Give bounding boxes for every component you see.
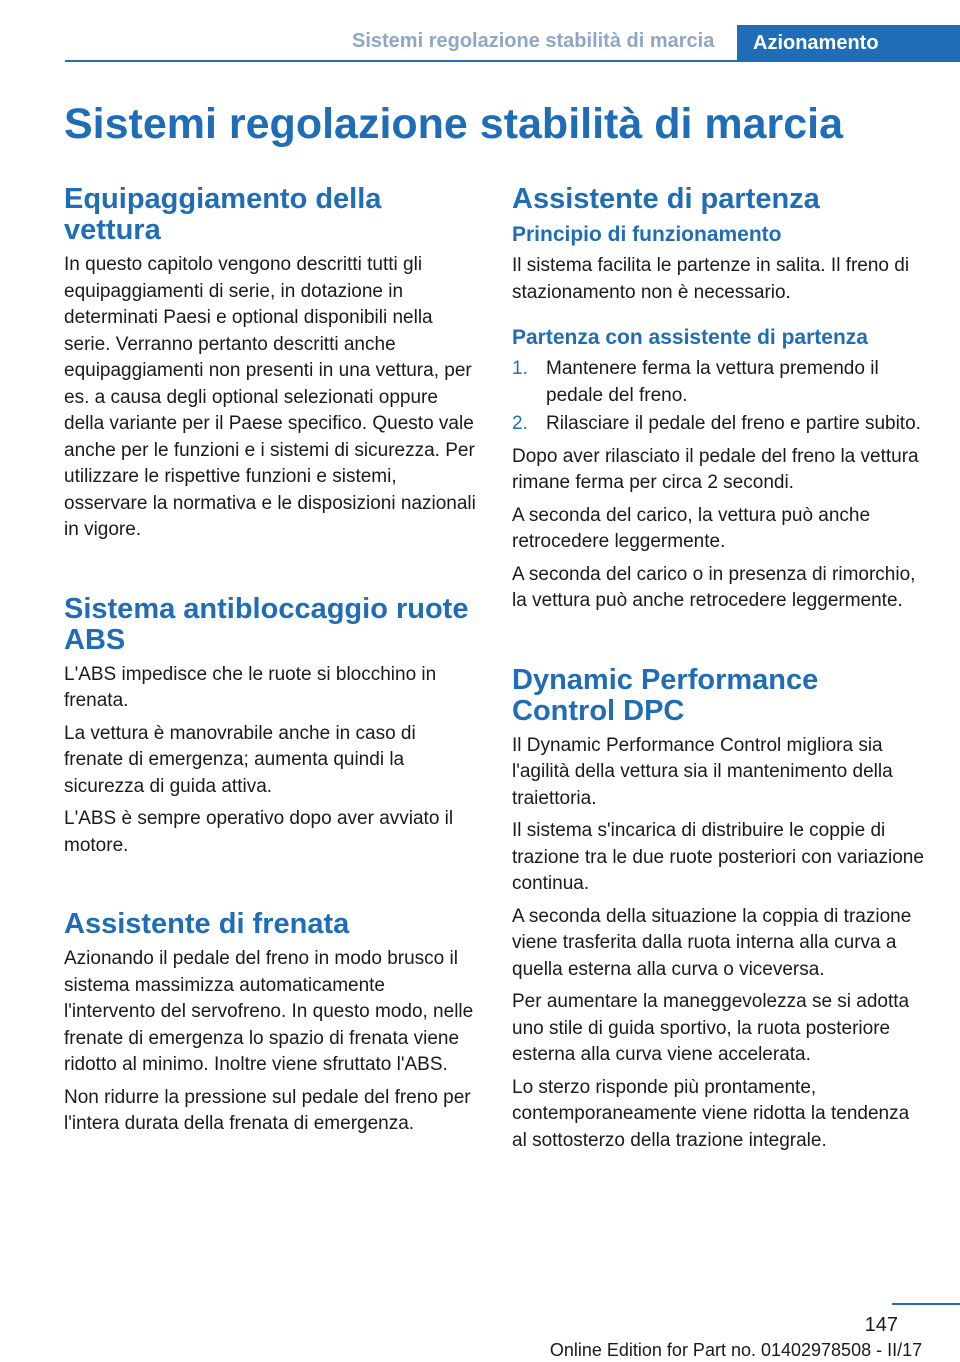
section-title-equipaggiamento: Equipaggiamento della vettura xyxy=(64,183,382,246)
step-number: 2. xyxy=(512,413,528,434)
list-item xyxy=(512,411,928,438)
right-column xyxy=(512,184,928,1160)
subsection-title-principio: Principio di funzionamento xyxy=(512,223,782,246)
step-number: 1. xyxy=(512,358,528,379)
paragraph: Il sistema facilita le partenze in salita. Il freno di stazionamento non è necessario. xyxy=(512,255,910,303)
paragraph: Il Dynamic Performance Control migliora sia l'agilità della vettura sia il mantenimento della traiettoria. xyxy=(512,734,893,809)
section-title-assistente-partenza: Assistente di partenza xyxy=(512,183,820,215)
paragraph: In questo capitolo vengono descritti tutti gli equipaggiamenti di serie, in dotazione in determinati Paesi e optional disponibili nella serie. Verranno pertanto descritti anche equipaggiamenti non presenti in una vettura, per es. a causa degli optional selezionati oppure della variante per il Paese specifico. Questo vale anche per le funzioni e i sistemi di sicurezza. Per utilizzare le rispettive funzioni e sistemi, osservare la normativa e le disposizioni nazionali in vigore. xyxy=(64,254,476,540)
header-rule xyxy=(65,60,960,62)
step-text: Rilasciare il pedale del freno e partire subito. xyxy=(546,413,921,434)
page-number: 147 xyxy=(864,1314,898,1336)
paragraph: Il sistema s'incarica di distribuire le coppie di trazione tra le due ruote posteriori con variazione continua. xyxy=(512,820,924,894)
paragraph: Dopo aver rilasciato il pedale del freno la vettura rimane ferma per circa 2 secondi. xyxy=(512,445,919,493)
footer-edition: Online Edition for Part no. 01402978508 - II/17 xyxy=(549,1340,923,1360)
footer-rule xyxy=(892,1303,960,1305)
subsection-title-partenza: Partenza con assistente di partenza xyxy=(512,326,868,349)
header-chapter-tab: Azionamento xyxy=(737,25,960,62)
paragraph: A seconda del carico, la vettura può anche retrocedere leggermente. xyxy=(512,504,871,552)
paragraph: Non ridurre la pressione sul pedale del freno per l'intera durata della frenata di emergenza. xyxy=(64,1086,471,1134)
header-section-title: Sistemi regolazione stabilità di marcia xyxy=(352,30,715,52)
paragraph: Lo sterzo risponde più prontamente, contemporaneamente viene ridotta la tendenza al sottosterzo della trazione integrale. xyxy=(512,1076,910,1151)
left-column xyxy=(64,184,480,1144)
paragraph: L'ABS impedisce che le ruote si blocchino in frenata. xyxy=(64,663,437,711)
section-title-abs: Sistema antibloccaggio ruote ABS xyxy=(64,592,469,656)
page-title: Sistemi regolazione stabilità di marcia xyxy=(64,100,844,148)
step-text: Mantenere ferma la vettura premendo il pedale del freno. xyxy=(546,358,879,406)
paragraph: A seconda del carico o in presenza di rimorchio, la vettura può anche retrocedere leggermente. xyxy=(512,563,916,611)
list-item xyxy=(512,356,928,409)
paragraph: L'ABS è sempre operativo dopo aver avviato il motore. xyxy=(64,808,454,856)
paragraph: Per aumentare la maneggevolezza se si adotta uno stile di guida sportivo, la ruota posteriore esterna alla curva viene accelerata. xyxy=(512,991,910,1065)
steps-list xyxy=(512,356,928,438)
section-title-dpc: Dynamic Performance Control DPC xyxy=(512,663,819,727)
paragraph: La vettura è manovrabile anche in caso di frenate di emergenza; aumenta quindi la sicurezza di guida attiva. xyxy=(64,722,416,797)
paragraph: Azionando il pedale del freno in modo brusco il sistema massimizza automaticamente l'intervento del servofreno. In questo modo, nelle frenate di emergenza lo spazio di frenata viene ridotto al minimo. Inoltre viene sfruttato l'ABS. xyxy=(64,948,474,1075)
paragraph: A seconda della situazione la coppia di trazione viene trasferita dalla ruota interna alla curva a quella esterna alla curva o viceversa. xyxy=(512,905,912,980)
section-title-assistente-frenata: Assistente di frenata xyxy=(64,908,350,940)
